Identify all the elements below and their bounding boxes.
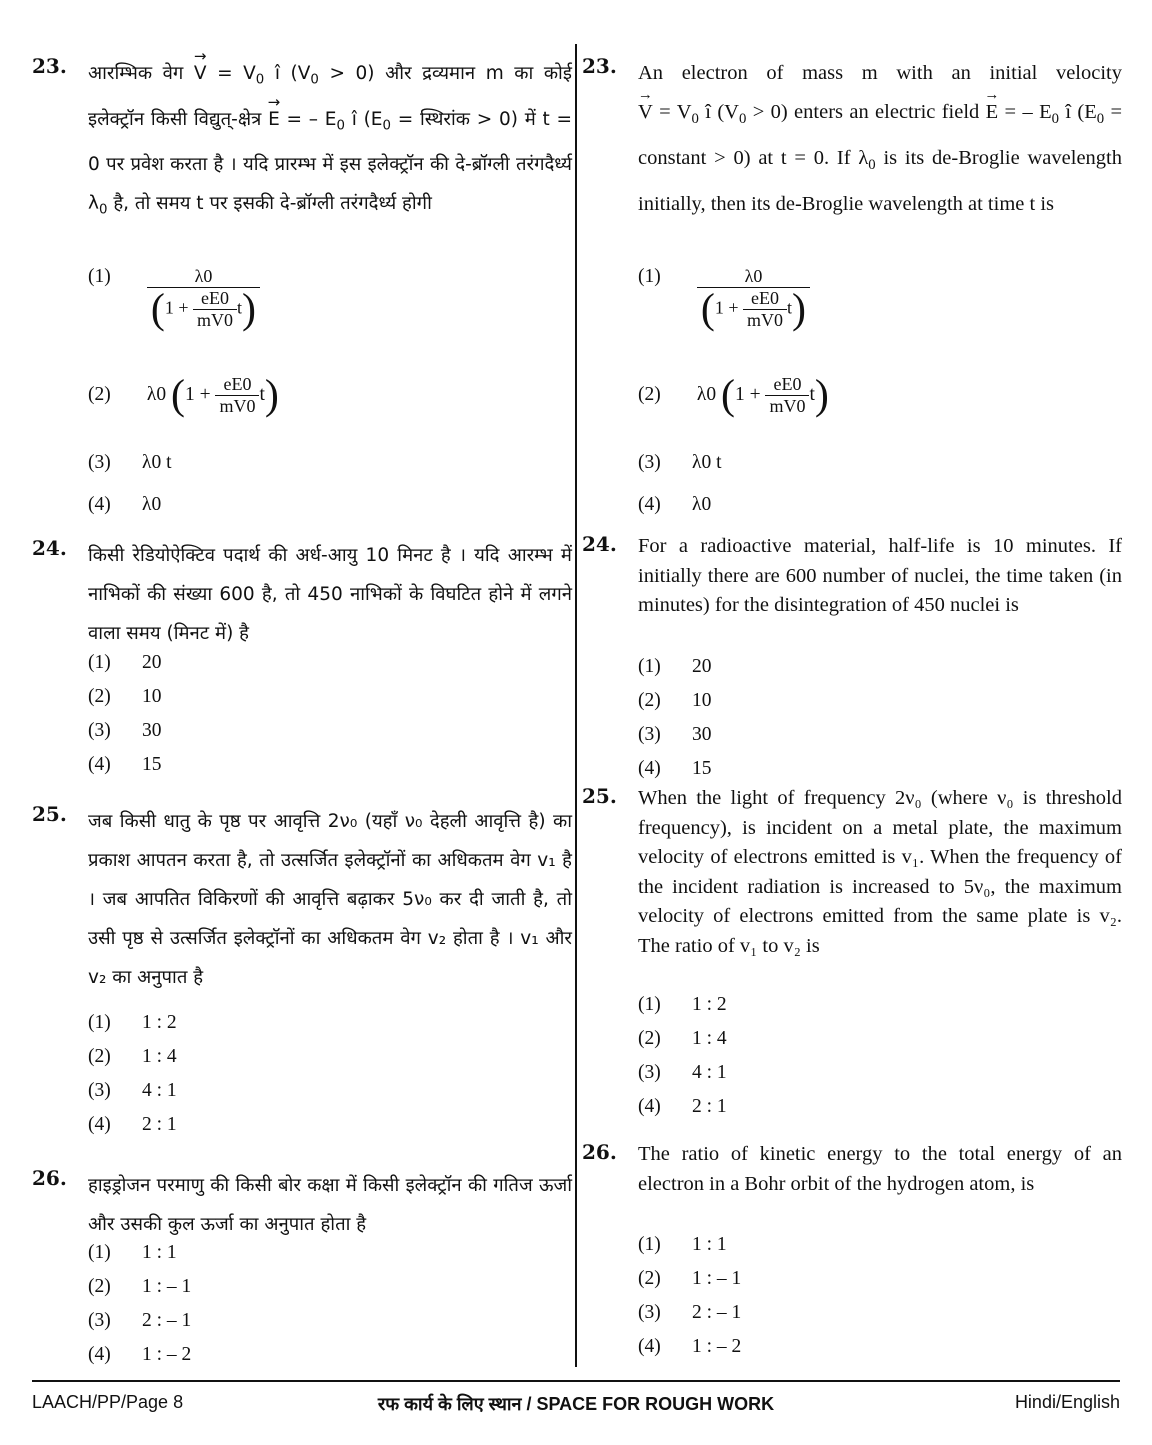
- option-1[interactable]: (1) λ0 (1 + $\frac{eE0}{mV0}$ t): [638, 266, 810, 331]
- option-1[interactable]: (1) 1 : 2: [88, 1012, 177, 1033]
- option-2[interactable]: (2) 1 : 4: [88, 1046, 177, 1067]
- question-text: The ratio of kinetic energy to the total energy of an electron in a Bohr orbit of the hydrogen atom, is: [638, 1143, 1122, 1195]
- option-1[interactable]: (1) 1 : 2: [638, 994, 727, 1015]
- option-2[interactable]: (2) 1 : – 1: [88, 1276, 192, 1297]
- option-2[interactable]: (2) 1 : 4: [638, 1028, 727, 1049]
- option-3[interactable]: (3) 2 : – 1: [638, 1302, 742, 1323]
- question-text: आरम्भिक वेग → $V = V_0$ î $(V_0 > 0)$ और द्रव्यमान m का कोई इलेक्ट्रॉन किसी विद्युत्-क्षेत्र → E = – $E_0$ î ($E_0$ = स्थिरांक > 0) में t = 0 पर प्रवेश करता है । यदि प्रारम्भ में इस इलेक्ट्रॉन की दे-ब्रॉग्ली तरंगदैर्ध्य $\lambda_0$ है, तो समय t पर इसकी दे-ब्रॉग्ली तरंगदैर्ध्य होगी: [88, 47, 572, 219]
- question-number: 25.: [582, 784, 617, 808]
- question-number: 26.: [582, 1140, 617, 1164]
- option-4[interactable]: (4) 15: [88, 754, 162, 775]
- question-text: When the light of frequency 2ν₀ (where ν₀ is threshold frequency), is incident on a metal plate, the maximum velocity of electrons emitted is v₁. When the frequency of the incident radiation is increased to 5ν₀, the maximum velocity of electrons emitted from the same plate is v₂. The ratio of v₁ to v₂ is: [638, 787, 1122, 957]
- option-1[interactable]: (1) 1 : 1: [638, 1234, 727, 1255]
- option-2[interactable]: (2) 10: [638, 690, 712, 711]
- option-1[interactable]: (1) 20: [88, 652, 162, 673]
- option-4[interactable]: (4) 1 : – 2: [88, 1344, 192, 1365]
- option-4[interactable]: (4) 2 : 1: [88, 1114, 177, 1135]
- option-4[interactable]: (4) 2 : 1: [638, 1096, 727, 1117]
- question-number: 24.: [32, 536, 67, 560]
- option-4[interactable]: (4) λ0: [88, 494, 162, 515]
- option-2[interactable]: (2) λ0 (1 + $\frac{eE0}{mV0}$ t): [88, 372, 279, 419]
- option-3[interactable]: (3) 30: [638, 724, 712, 745]
- option-2[interactable]: (2) λ0 (1 + $\frac{eE0}{mV0}$ t): [638, 372, 829, 419]
- question-text: For a radioactive material, half-life is 10 minutes. If initially there are 600 number of nuclei, the time taken (in minutes) for the disintegration of 450 nuclei is: [638, 535, 1122, 616]
- page-code: LAACH/PP/Page 8: [32, 1392, 184, 1412]
- option-3[interactable]: (3) 2 : – 1: [88, 1310, 192, 1331]
- column-divider: [575, 44, 577, 1367]
- option-3[interactable]: (3) 4 : 1: [638, 1062, 727, 1083]
- page-footer: [32, 1380, 1120, 1422]
- rough-work-label: रफ कार्य के लिए स्थान / SPACE FOR ROUGH WORK: [377, 1394, 775, 1414]
- question-text: An electron of mass m with an initial velocity → $V = V_0$ î $(V_0 > 0)$ enters an electric field → E = – $E_0$ î ($E_0$ = constant > 0) at t = 0. If $\lambda_0$ is its de-Broglie wavelength initially, then its de-Broglie wavelength at time t is: [637, 62, 1123, 216]
- option-3[interactable]: (3) 4 : 1: [88, 1080, 177, 1101]
- question-text: किसी रेडियोऐक्टिव पदार्थ की अर्ध-आयु 10 मिनट है । यदि आरम्भ में नाभिकों की संख्या 600 है, तो 450 नाभिकों के विघटित होने में लगने वाला समय (मिनट में) है: [88, 545, 572, 644]
- option-2[interactable]: (2) 10: [88, 686, 162, 707]
- language-label: Hindi/English: [1014, 1392, 1120, 1412]
- option-3[interactable]: (3) λ0 t: [638, 452, 722, 473]
- question-number: 23.: [582, 54, 617, 78]
- question-number: 26.: [32, 1166, 67, 1190]
- question-number: 25.: [32, 802, 67, 826]
- option-1[interactable]: (1) λ0 (1 + $\frac{eE0}{mV0}$ t): [88, 266, 260, 331]
- question-text: जब किसी धातु के पृष्ठ पर आवृत्ति 2ν₀ (यहाँ ν₀ देहली आवृत्ति है) का प्रकाश आपतन करता है, तो उत्सर्जित इलेक्ट्रॉनों का अधिकतम वेग v₁ है । जब आपतित विकिरणों की आवृत्ति बढ़ाकर 5ν₀ कर दी जाती है, तो उसी पृष्ठ से उत्सर्जित इलेक्ट्रॉनों का अधिकतम वेग v₂ होता है । v₁ और v₂ का अनुपात है: [88, 811, 572, 988]
- question-number: 24.: [582, 532, 617, 556]
- option-1[interactable]: (1) 20: [638, 656, 712, 677]
- option-2[interactable]: (2) 1 : – 1: [638, 1268, 742, 1289]
- option-4[interactable]: (4) λ0: [638, 494, 712, 515]
- question-text: हाइड्रोजन परमाणु की किसी बोर कक्षा में किसी इलेक्ट्रॉन की गतिज ऊर्जा और उसकी कुल ऊर्जा का अनुपात होता है: [88, 1175, 572, 1235]
- option-4[interactable]: (4) 1 : – 2: [638, 1336, 742, 1357]
- question-number: 23.: [32, 54, 67, 78]
- option-3[interactable]: (3) λ0 t: [88, 452, 172, 473]
- option-1[interactable]: (1) 1 : 1: [88, 1242, 177, 1263]
- option-3[interactable]: (3) 30: [88, 720, 162, 741]
- option-4[interactable]: (4) 15: [638, 758, 712, 779]
